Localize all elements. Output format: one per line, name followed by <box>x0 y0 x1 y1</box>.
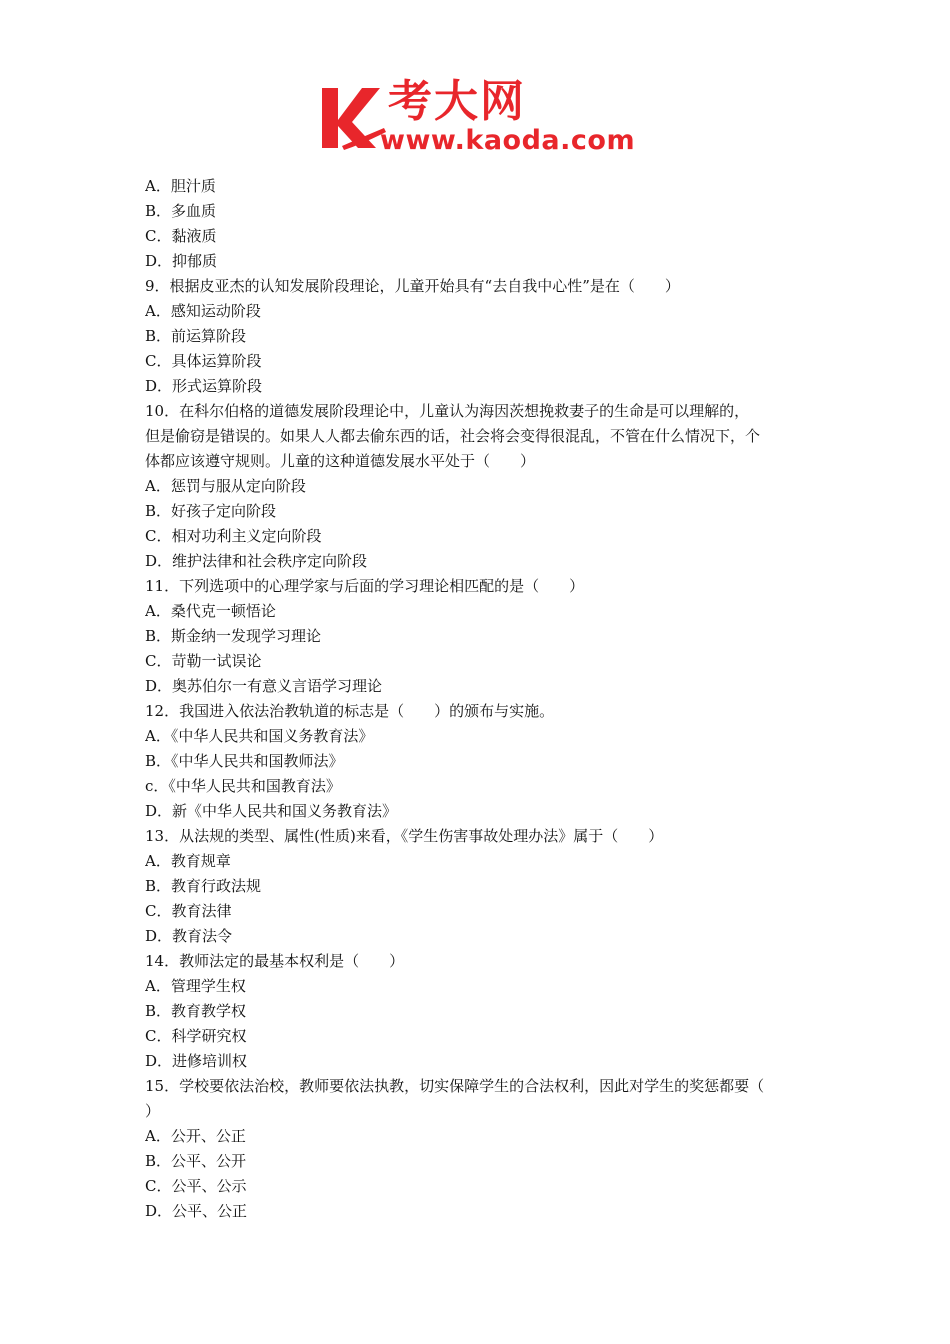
answer-option: A．管理学生权 <box>145 977 246 995</box>
answer-option: A．感知运动阶段 <box>145 302 261 320</box>
answer-option: D．抑郁质 <box>145 252 218 270</box>
answer-option: D．形式运算阶段 <box>145 377 263 395</box>
answer-option: B．斯金纳一发现学习理论 <box>145 627 322 645</box>
question-text: 14．教师法定的最基本权利是（ ） <box>145 952 405 970</box>
answer-option: A．胆汁质 <box>145 177 216 195</box>
answer-option: A．惩罚与服从定向阶段 <box>145 477 306 495</box>
exam-questions <box>145 174 810 1224</box>
answer-option: C．教育法律 <box>145 902 232 920</box>
question-text: 但是偷窃是错误的。如果人人都去偷东西的话，社会将会变得很混乱，不管在什么情况下，个 <box>145 427 761 445</box>
answer-option: C．科学研究权 <box>145 1027 247 1045</box>
answer-option: A．《中华人民共和国义务教育法》 <box>145 727 374 745</box>
answer-option: C．黏液质 <box>145 227 217 245</box>
answer-option: c．《中华人民共和国教育法》 <box>145 777 341 795</box>
question-text: 11．下列选项中的心理学家与后面的学习理论相匹配的是（ ） <box>145 577 585 595</box>
logo-k-mark-icon <box>318 80 388 152</box>
answer-option: B．《中华人民共和国教师法》 <box>145 752 344 770</box>
logo-brand-text: 考大网 <box>388 76 526 127</box>
answer-option: D．公平、公正 <box>145 1202 248 1220</box>
answer-option: B．公平、公开 <box>145 1152 247 1170</box>
question-text: 10．在科尔伯格的道德发展阶段理论中，儿童认为海因茨想挽救妻子的生命是可以理解的， <box>145 402 750 420</box>
answer-option: B．教育教学权 <box>145 1002 247 1020</box>
answer-option: B．前运算阶段 <box>145 327 247 345</box>
answer-option: B．教育行政法规 <box>145 877 262 895</box>
question-text: 13．从法规的类型、属性(性质)来看，《学生伤害事故处理办法》属于（ ） <box>145 827 664 845</box>
answer-option: C．公平、公示 <box>145 1177 247 1195</box>
answer-option: B．多血质 <box>145 202 217 220</box>
answer-option: D．维护法律和社会秩序定向阶段 <box>145 552 368 570</box>
question-text: 12．我国进入依法治教轨道的标志是（ ）的颁布与实施。 <box>145 702 555 720</box>
question-text: 体都应该遵守规则。儿童的这种道德发展水平处于（ ） <box>145 452 536 470</box>
answer-option: B．好孩子定向阶段 <box>145 502 277 520</box>
kaoda-logo <box>318 76 638 160</box>
answer-option: D．奥苏伯尔一有意义言语学习理论 <box>145 677 383 695</box>
answer-option: C．苛勒一试误论 <box>145 652 262 670</box>
question-text: 9．根据皮亚杰的认知发展阶段理论，儿童开始具有“去自我中心性”是在（ ） <box>145 277 680 295</box>
answer-option: A．桑代克一顿悟论 <box>145 602 276 620</box>
logo-url-text: www.kaoda.com <box>380 125 636 156</box>
answer-option: D．进修培训权 <box>145 1052 248 1070</box>
answer-option: A．教育规章 <box>145 852 231 870</box>
answer-option: D．教育法令 <box>145 927 233 945</box>
question-text: ） <box>145 1102 161 1120</box>
question-text: 15．学校要依法治校，教师要依法执教，切实保障学生的合法权利，因此对学生的奖惩都要（ <box>145 1077 765 1095</box>
answer-option: A．公开、公正 <box>145 1127 246 1145</box>
answer-option: C．相对功利主义定向阶段 <box>145 527 322 545</box>
answer-option: D．新《中华人民共和国义务教育法》 <box>145 802 398 820</box>
answer-option: C．具体运算阶段 <box>145 352 262 370</box>
